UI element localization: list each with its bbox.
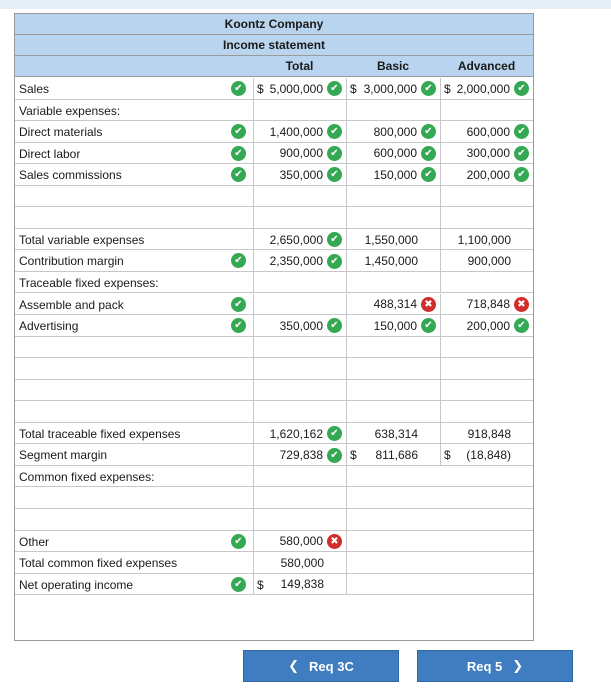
table-row	[15, 294, 533, 316]
cell-value: (18,848)	[466, 448, 511, 463]
check-icon: ✔	[327, 81, 342, 96]
check-icon: ✔	[231, 146, 246, 161]
row-label: Variable expenses:	[19, 103, 121, 118]
column-divider	[440, 272, 441, 294]
total-value-cell[interactable]	[253, 121, 342, 143]
table-row	[15, 78, 533, 100]
next-button-label: Req 5	[466, 658, 503, 674]
advanced-value-cell[interactable]	[440, 444, 511, 466]
check-icon: ✔	[327, 254, 342, 269]
advanced-value-cell[interactable]	[440, 78, 529, 100]
check-icon: ✔	[421, 167, 436, 182]
total-value-cell[interactable]	[253, 444, 342, 466]
basic-value-cell[interactable]	[346, 294, 436, 316]
cell-value: 2,000,000	[456, 81, 510, 96]
cross-icon: ✖	[514, 297, 529, 312]
cell-value: 1,400,000	[269, 124, 323, 139]
cell-value: 488,314	[373, 297, 417, 312]
cell-value: 900,000	[279, 146, 323, 161]
row-label: Segment margin	[19, 448, 108, 463]
check-icon: ✔	[231, 534, 246, 549]
table-row	[15, 229, 533, 251]
check-icon: ✔	[231, 81, 246, 96]
basic-value-cell[interactable]	[346, 229, 418, 251]
cell-value: 1,100,000	[457, 232, 511, 247]
table-row	[15, 423, 533, 445]
column-divider	[440, 207, 441, 229]
column-divider	[346, 531, 347, 553]
column-divider	[346, 380, 347, 402]
dollar-sign: $	[444, 82, 451, 96]
total-value-cell[interactable]	[253, 574, 324, 596]
row-label: Sales commissions	[19, 168, 122, 183]
column-divider	[346, 487, 347, 509]
basic-value-cell[interactable]	[346, 250, 418, 272]
cell-value: 1,620,162	[269, 426, 323, 441]
check-icon: ✔	[421, 146, 436, 161]
column-divider	[346, 207, 347, 229]
column-divider	[253, 337, 254, 359]
column-divider	[440, 380, 441, 402]
check-icon: ✔	[231, 253, 246, 268]
statement-title: Income statement	[15, 35, 533, 56]
check-icon: ✔	[327, 167, 342, 182]
advanced-value-cell[interactable]	[440, 315, 529, 337]
cell-value: 350,000	[279, 318, 323, 333]
check-icon: ✔	[514, 318, 529, 333]
table-row	[15, 100, 533, 122]
table-row	[15, 487, 533, 509]
column-divider	[253, 186, 254, 208]
total-value-cell[interactable]	[253, 315, 342, 337]
table-row	[15, 250, 533, 272]
cell-value: 918,848	[467, 426, 511, 441]
check-icon: ✔	[231, 124, 246, 139]
advanced-value-cell[interactable]	[440, 294, 529, 316]
basic-value-cell[interactable]	[346, 143, 436, 165]
column-divider	[346, 466, 347, 488]
check-icon: ✔	[514, 81, 529, 96]
cell-value: 300,000	[466, 146, 510, 161]
row-label: Direct labor	[19, 146, 81, 161]
column-divider	[346, 272, 347, 294]
column-divider	[440, 337, 441, 359]
column-divider	[440, 401, 441, 423]
row-label: Common fixed expenses:	[19, 469, 155, 484]
column-divider	[253, 509, 254, 531]
total-value-cell[interactable]	[253, 250, 342, 272]
cell-value: 718,848	[466, 297, 510, 312]
table-row	[15, 207, 533, 229]
table-row	[15, 444, 533, 466]
check-icon: ✔	[514, 146, 529, 161]
column-divider	[253, 487, 254, 509]
column-divider	[253, 401, 254, 423]
cross-icon: ✖	[421, 297, 436, 312]
cell-value: 900,000	[467, 254, 511, 269]
company-name: Koontz Company	[15, 14, 533, 35]
cell-value: 1,450,000	[364, 254, 418, 269]
total-value-cell[interactable]	[253, 143, 342, 165]
cell-value: 638,314	[374, 426, 418, 441]
row-label: Direct materials	[19, 125, 103, 140]
cell-value: 2,650,000	[269, 232, 323, 247]
check-icon: ✔	[421, 124, 436, 139]
check-icon: ✔	[327, 232, 342, 247]
check-icon: ✔	[327, 448, 342, 463]
table-row	[15, 552, 533, 574]
check-icon: ✔	[231, 297, 246, 312]
top-bar	[0, 0, 611, 9]
column-header-advanced: Advanced	[440, 56, 533, 77]
total-value-cell[interactable]	[253, 229, 342, 251]
advanced-value-cell[interactable]	[440, 250, 511, 272]
advanced-value-cell[interactable]	[440, 423, 511, 445]
dollar-sign: $	[350, 448, 357, 463]
check-icon: ✔	[327, 124, 342, 139]
check-icon: ✔	[231, 577, 246, 592]
check-icon: ✔	[231, 318, 246, 333]
column-divider	[346, 574, 347, 596]
row-label: Assemble and pack	[19, 297, 124, 312]
dollar-sign: $	[444, 448, 451, 463]
advanced-value-cell[interactable]	[440, 121, 529, 143]
table-row	[15, 358, 533, 380]
advanced-value-cell[interactable]	[440, 143, 529, 165]
column-divider	[253, 380, 254, 402]
cell-value: 729,838	[279, 448, 323, 463]
column-divider	[346, 358, 347, 380]
cell-value: 200,000	[466, 318, 510, 333]
cell-value: 150,000	[373, 318, 417, 333]
cell-value: 1,550,000	[364, 232, 418, 247]
basic-value-cell[interactable]	[346, 121, 436, 143]
row-label: Contribution margin	[19, 254, 124, 269]
cell-value: 150,000	[373, 167, 417, 182]
chevron-left-icon: ❮	[288, 658, 300, 673]
prev-req-button[interactable]	[243, 650, 399, 682]
column-divider	[253, 207, 254, 229]
cell-value: 600,000	[373, 146, 417, 161]
row-label: Net operating income	[19, 577, 134, 592]
column-divider	[346, 509, 347, 531]
next-req-button[interactable]	[417, 650, 573, 682]
cell-value: 350,000	[279, 167, 323, 182]
basic-value-cell[interactable]	[346, 423, 418, 445]
total-value-cell[interactable]	[253, 78, 342, 100]
dollar-sign: $	[350, 82, 357, 96]
column-divider	[253, 358, 254, 380]
check-icon: ✔	[327, 146, 342, 161]
table-row	[15, 164, 533, 186]
column-divider	[346, 100, 347, 122]
table-row	[15, 401, 533, 423]
column-divider	[440, 358, 441, 380]
check-icon: ✔	[231, 167, 246, 182]
table-row	[15, 143, 533, 165]
total-value-cell[interactable]	[253, 552, 324, 574]
cell-value: 3,000,000	[363, 81, 417, 96]
column-divider	[253, 466, 254, 488]
cell-value: 800,000	[373, 124, 417, 139]
cell-value: 200,000	[466, 167, 510, 182]
column-header-total: Total	[253, 56, 346, 77]
check-icon: ✔	[327, 318, 342, 333]
check-icon: ✔	[421, 81, 436, 96]
row-label: Advertising	[19, 319, 79, 334]
cell-value: 149,838	[280, 577, 324, 592]
basic-value-cell[interactable]	[346, 315, 436, 337]
basic-value-cell[interactable]	[346, 78, 436, 100]
cell-value: 811,686	[375, 448, 418, 463]
column-divider	[253, 100, 254, 122]
table-row	[15, 121, 533, 143]
table-row	[15, 509, 533, 531]
table-row	[15, 531, 533, 553]
column-divider	[440, 100, 441, 122]
dollar-sign: $	[257, 82, 264, 96]
check-icon: ✔	[514, 167, 529, 182]
column-header-basic: Basic	[346, 56, 440, 77]
column-divider	[346, 337, 347, 359]
column-divider	[253, 294, 254, 316]
header-spacer	[15, 56, 253, 77]
table-row	[15, 337, 533, 359]
total-value-cell[interactable]	[253, 423, 342, 445]
row-label: Sales	[19, 82, 50, 96]
income-statement-table	[14, 13, 534, 641]
table-row	[15, 272, 533, 294]
prev-button-label: Req 3C	[309, 658, 354, 674]
column-divider	[346, 186, 347, 208]
column-divider	[440, 186, 441, 208]
advanced-value-cell[interactable]	[440, 229, 511, 251]
table-row	[15, 315, 533, 337]
row-label: Traceable fixed expenses:	[19, 275, 159, 290]
check-icon: ✔	[514, 124, 529, 139]
row-label: Total traceable fixed expenses	[19, 426, 181, 441]
cross-icon: ✖	[327, 534, 342, 549]
row-label: Other	[19, 534, 50, 549]
cell-value: 600,000	[466, 124, 510, 139]
cell-value: 2,350,000	[269, 254, 323, 269]
advanced-value-cell[interactable]	[440, 164, 529, 186]
column-divider	[346, 401, 347, 423]
cell-value: 580,000	[279, 534, 323, 549]
total-value-cell[interactable]	[253, 164, 342, 186]
chevron-right-icon: ❯	[512, 658, 524, 673]
check-icon: ✔	[327, 426, 342, 441]
column-divider	[253, 272, 254, 294]
table-row	[15, 380, 533, 402]
basic-value-cell[interactable]	[346, 444, 418, 466]
row-label: Total variable expenses	[19, 232, 145, 247]
cell-value: 580,000	[280, 555, 324, 570]
row-label: Total common fixed expenses	[19, 556, 178, 571]
column-divider	[346, 552, 347, 574]
cell-value: 5,000,000	[269, 81, 323, 96]
check-icon: ✔	[421, 318, 436, 333]
table-row	[15, 186, 533, 208]
total-value-cell[interactable]	[253, 531, 342, 553]
table-row	[15, 574, 533, 596]
table-row	[15, 466, 533, 488]
basic-value-cell[interactable]	[346, 164, 436, 186]
dollar-sign: $	[257, 577, 264, 592]
